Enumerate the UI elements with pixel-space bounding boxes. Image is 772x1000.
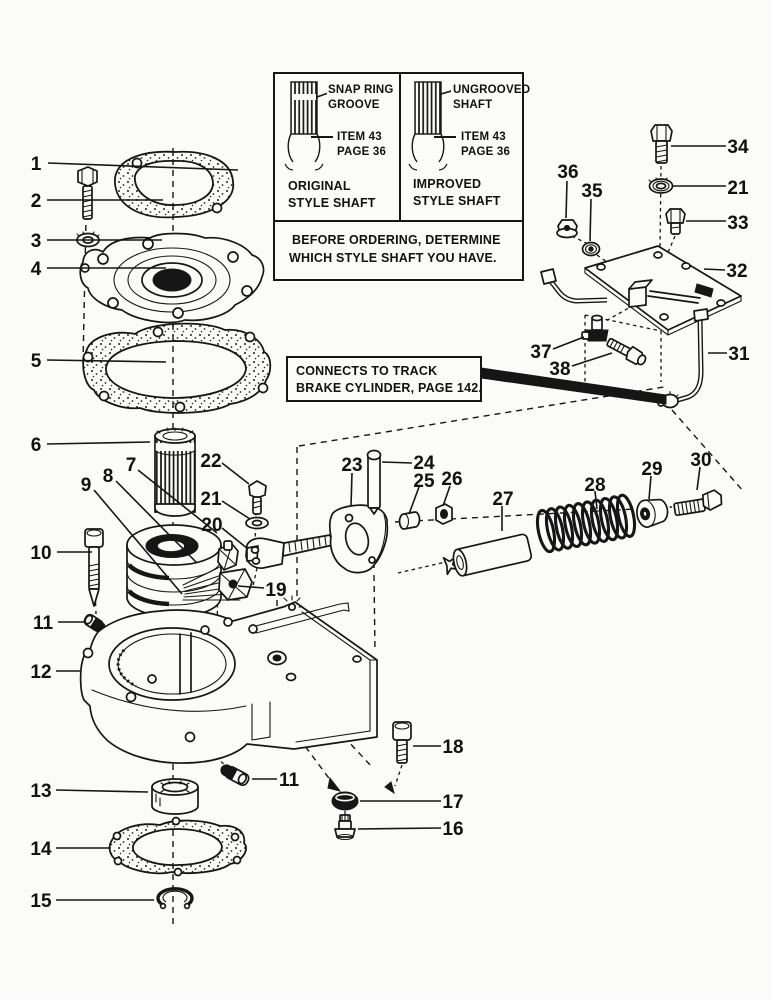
bolt-30	[673, 489, 723, 515]
splined-shaft-6	[155, 428, 195, 516]
shaft-style-note-box	[273, 72, 531, 281]
callout-31	[708, 344, 750, 365]
callout-22	[200, 451, 249, 484]
svg-text:1: 1	[30, 154, 42, 175]
ungrooved-label-2: SHAFT	[453, 99, 493, 111]
svg-text:20: 20	[201, 515, 223, 536]
cap-29	[635, 497, 669, 528]
item-ref-1: ITEM 43	[337, 131, 382, 143]
item-ref-2: PAGE 36	[461, 146, 511, 158]
bolt-10	[85, 529, 103, 606]
callout-35	[581, 181, 603, 241]
spacer-25	[400, 512, 420, 529]
callout-34	[671, 137, 749, 158]
svg-text:18: 18	[442, 737, 464, 758]
plug-17	[332, 792, 358, 810]
callout-27	[492, 489, 513, 531]
bolt-2	[78, 167, 97, 219]
svg-text:11: 11	[32, 613, 54, 634]
bolt-34	[651, 125, 672, 163]
svg-text:13: 13	[30, 781, 52, 802]
callout-17	[360, 792, 464, 813]
callout-36	[557, 162, 578, 218]
svg-text:37: 37	[530, 342, 552, 363]
svg-text:14: 14	[30, 839, 52, 860]
svg-text:23: 23	[341, 455, 363, 476]
spring-28	[534, 494, 637, 553]
callout-26	[441, 469, 462, 506]
warning-line-1: BEFORE ORDERING, DETERMINE	[292, 233, 501, 247]
nut-35	[583, 243, 600, 256]
bolt-33	[666, 209, 685, 234]
svg-text:7: 7	[125, 455, 137, 476]
svg-text:9: 9	[80, 475, 92, 496]
connects-line-1: CONNECTS TO TRACK	[296, 364, 438, 378]
nut-36	[557, 220, 577, 238]
snap-ring-label-1: SNAP RING	[328, 84, 394, 96]
cover-plate-4	[80, 234, 263, 323]
gasket-1	[115, 152, 233, 218]
svg-text:21: 21	[200, 489, 222, 510]
callout-21	[673, 178, 749, 199]
item-ref-1: ITEM 43	[461, 131, 506, 143]
housing-12	[81, 596, 377, 763]
callout-33	[686, 213, 749, 234]
svg-text:21: 21	[727, 178, 749, 199]
svg-text:30: 30	[690, 450, 712, 471]
callout-11	[252, 770, 299, 791]
callout-14	[30, 839, 110, 860]
snap-ring-15	[158, 889, 192, 909]
svg-text:25: 25	[413, 471, 435, 492]
svg-text:26: 26	[441, 469, 463, 490]
clevis-20	[246, 534, 342, 568]
callout-30	[690, 450, 711, 490]
svg-text:8: 8	[102, 466, 114, 487]
callout-16	[358, 819, 464, 840]
pin-24	[368, 451, 381, 515]
callout-10	[30, 543, 92, 564]
svg-text:2: 2	[30, 191, 42, 212]
svg-text:28: 28	[584, 475, 606, 496]
snap-ring-label-2: GROOVE	[328, 99, 380, 111]
gasket-14	[110, 818, 246, 876]
callout-23	[341, 455, 362, 506]
nut-26	[436, 504, 452, 524]
caption-original-2: STYLE SHAFT	[288, 196, 376, 210]
svg-text:29: 29	[641, 459, 663, 480]
item-ref-2: PAGE 36	[337, 146, 387, 158]
callout-18	[413, 737, 464, 758]
svg-text:38: 38	[549, 359, 571, 380]
svg-text:11: 11	[278, 770, 300, 791]
svg-text:15: 15	[30, 891, 52, 912]
connects-line-2: BRAKE CYLINDER, PAGE 142.	[296, 381, 483, 395]
callout-12	[30, 662, 80, 683]
warning-line-2: WHICH STYLE SHAFT YOU HAVE.	[289, 251, 497, 265]
svg-text:32: 32	[726, 261, 748, 282]
ordering-warning	[275, 222, 522, 278]
svg-text:31: 31	[728, 344, 750, 365]
plunger-27	[442, 533, 532, 579]
ungrooved-shaft-icon	[405, 80, 451, 172]
fitting-37	[582, 316, 608, 342]
svg-text:10: 10	[30, 543, 52, 564]
original-shaft-cell	[275, 74, 401, 220]
callout-11	[33, 613, 85, 634]
improved-shaft-cell	[401, 74, 531, 220]
plate-32	[541, 246, 741, 335]
svg-text:6: 6	[30, 435, 42, 456]
svg-text:27: 27	[492, 489, 514, 510]
svg-text:24: 24	[413, 453, 435, 474]
callout-29	[641, 459, 662, 499]
item-ref-line	[311, 136, 333, 138]
callout-15	[30, 891, 154, 912]
bearing-13	[152, 779, 198, 814]
svg-text:17: 17	[442, 792, 464, 813]
washer-21-right	[649, 178, 673, 193]
bolt-18	[393, 722, 411, 763]
svg-text:5: 5	[30, 351, 42, 372]
svg-text:19: 19	[265, 580, 287, 601]
svg-text:12: 12	[30, 662, 52, 683]
svg-text:4: 4	[30, 259, 42, 280]
grooved-shaft-icon	[281, 80, 327, 172]
bracket-23	[330, 505, 388, 572]
caption-improved-2: STYLE SHAFT	[413, 194, 501, 208]
svg-text:3: 3	[30, 231, 42, 252]
connect-pointer-arrow	[481, 368, 666, 404]
bolt-38	[605, 335, 648, 367]
item-ref-line	[434, 136, 456, 138]
pin-11-bottom	[219, 762, 251, 786]
svg-text:33: 33	[727, 213, 749, 234]
connects-note-box	[286, 356, 482, 402]
svg-text:36: 36	[557, 162, 579, 183]
bolt-22	[249, 481, 266, 514]
gasket-5	[83, 324, 270, 413]
callout-6	[31, 435, 150, 456]
callout-13	[30, 781, 148, 802]
svg-text:34: 34	[727, 137, 749, 158]
svg-text:16: 16	[442, 819, 464, 840]
caption-original-1: ORIGINAL	[288, 179, 351, 193]
svg-text:35: 35	[581, 181, 603, 202]
screw-16	[335, 815, 355, 840]
svg-text:22: 22	[200, 451, 222, 472]
callout-38	[549, 353, 612, 380]
callout-25	[409, 471, 435, 514]
ungrooved-label-1: UNGROOVED	[453, 84, 531, 96]
caption-improved-1: IMPROVED	[413, 177, 482, 191]
